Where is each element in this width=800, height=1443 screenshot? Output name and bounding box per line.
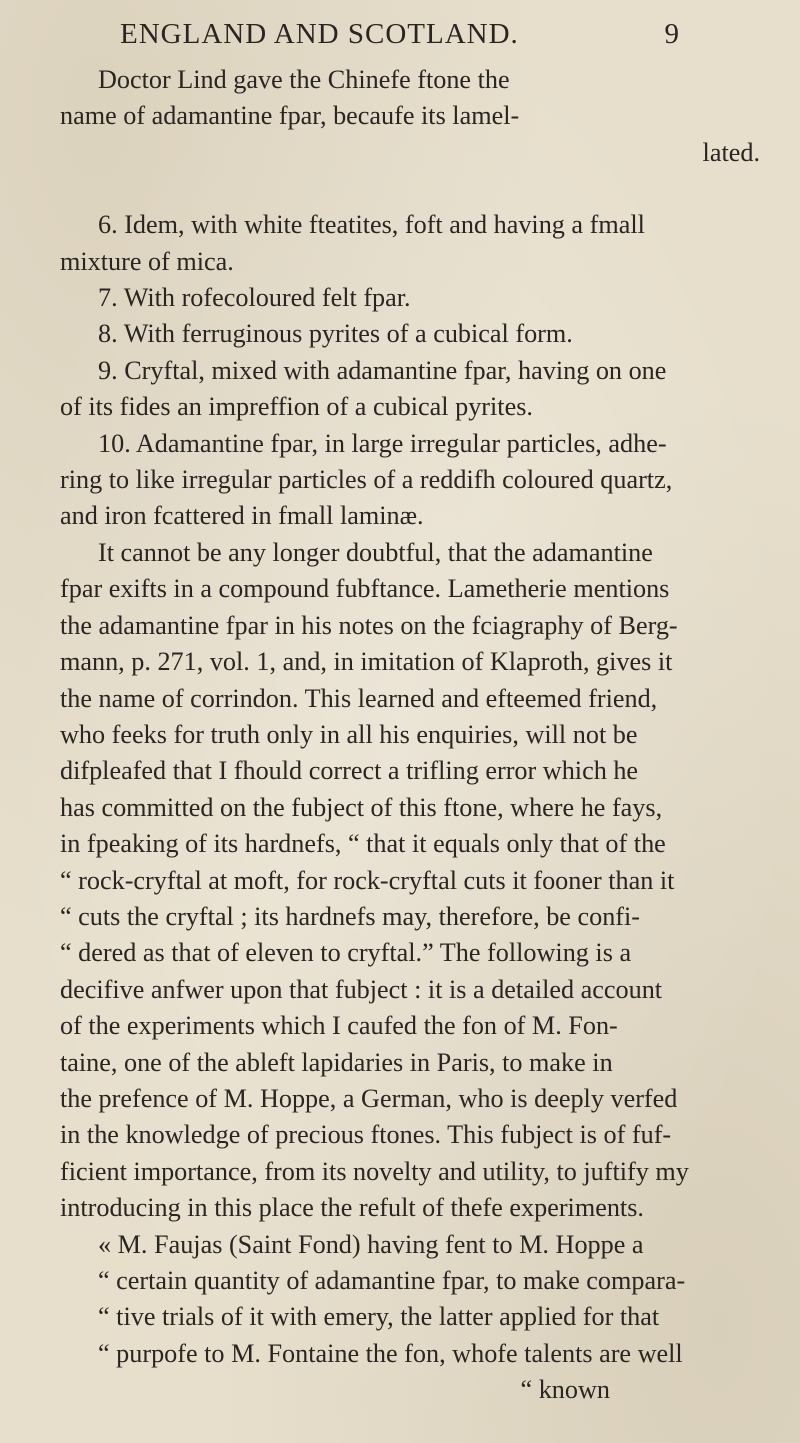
- quote-line: « M. Faujas (Saint Fond) having fent to M. Hoppe a: [98, 1229, 644, 1259]
- text-line: fpar exifts in a compound fubftance. Lametherie mentions: [60, 574, 670, 604]
- page-number: 9: [664, 18, 680, 50]
- text-line: decifive anfwer upon that fubject : it is a detailed account: [60, 974, 663, 1004]
- text-line: mann, p. 271, vol. 1, and, in imitation of Klaproth, gives it: [60, 647, 673, 677]
- text-line: has committed on the fubject of this ftone, where he fays,: [60, 792, 663, 822]
- text-line: who feeks for truth only in all his enquiries, will not be: [60, 719, 638, 749]
- text-line: of the experiments which I caufed the fon of M. Fon-: [60, 1011, 618, 1041]
- text-line: the name of corrindon. This learned and efteemed friend,: [60, 683, 658, 713]
- paragraph-start: It cannot be any longer doubtful, that the adamantine: [98, 537, 653, 567]
- text-line: in the knowledge of precious ftones. This fubject is of fuf-: [60, 1120, 672, 1150]
- quote-line: “ purpofe to M. Fontaine the fon, whofe talents are well: [98, 1338, 683, 1368]
- page-header: [120, 18, 680, 66]
- running-head: ENGLAND AND SCOTLAND.: [120, 18, 519, 50]
- text-line: “ rock-cryftal at moft, for rock-cryftal cuts it fooner than it: [60, 865, 675, 895]
- list-item: 9. Cryftal, mixed with adamantine fpar, having on one: [98, 355, 667, 385]
- list-item: 6. Idem, with white fteatites, foft and having a fmall: [98, 210, 645, 240]
- text-line: the prefence of M. Hoppe, a German, who is deeply verfed: [60, 1083, 678, 1113]
- body-text: [60, 62, 760, 1409]
- text-line: ficient importance, from its novelty and utility, to juftify my: [60, 1156, 689, 1186]
- text-line: “ dered as that of eleven to cryftal.” The following is a: [60, 938, 632, 968]
- text-line: taine, one of the ableft lapidaries in Paris, to make in: [60, 1047, 613, 1077]
- text-line: Doctor Lind gave the Chinefe ftone the: [98, 65, 510, 94]
- list-item: 8. With ferruginous pyrites of a cubical form.: [98, 319, 573, 349]
- list-item: 10. Adamantine fpar, in large irregular particles, adhe-: [98, 428, 667, 458]
- catchword: “ known: [520, 1375, 610, 1405]
- text-line: name of adamantine fpar, becaufe its lamel-: [60, 101, 520, 131]
- quote-line: “ certain quantity of adamantine fpar, to make compara-: [98, 1266, 686, 1295]
- text-line: lated.: [702, 137, 760, 167]
- text-line: in fpeaking of its hardnefs, “ that it equals only that of the: [60, 829, 666, 859]
- text-line: and iron fcattered in fmall laminæ.: [60, 501, 424, 531]
- text-line: introducing in this place the refult of thefe experiments.: [60, 1193, 644, 1223]
- paragraph-gap: [60, 171, 760, 207]
- quote-line: “ tive trials of it with emery, the latter applied for that: [98, 1302, 660, 1332]
- text-line: mixture of mica.: [60, 246, 234, 276]
- text-line: “ cuts the cryftal ; its hardnefs may, therefore, be confi-: [60, 901, 640, 931]
- text-line: difpleafed that I fhould correct a trifling error which he: [60, 756, 639, 786]
- list-item: 7. With rofecoloured felt fpar.: [98, 283, 411, 313]
- text-line: ring to like irregular particles of a reddifh coloured quartz,: [60, 465, 673, 495]
- text-line: of its fides an impreffion of a cubical pyrites.: [60, 392, 533, 422]
- text-line: the adamantine fpar in his notes on the fciagraphy of Berg-: [60, 610, 678, 640]
